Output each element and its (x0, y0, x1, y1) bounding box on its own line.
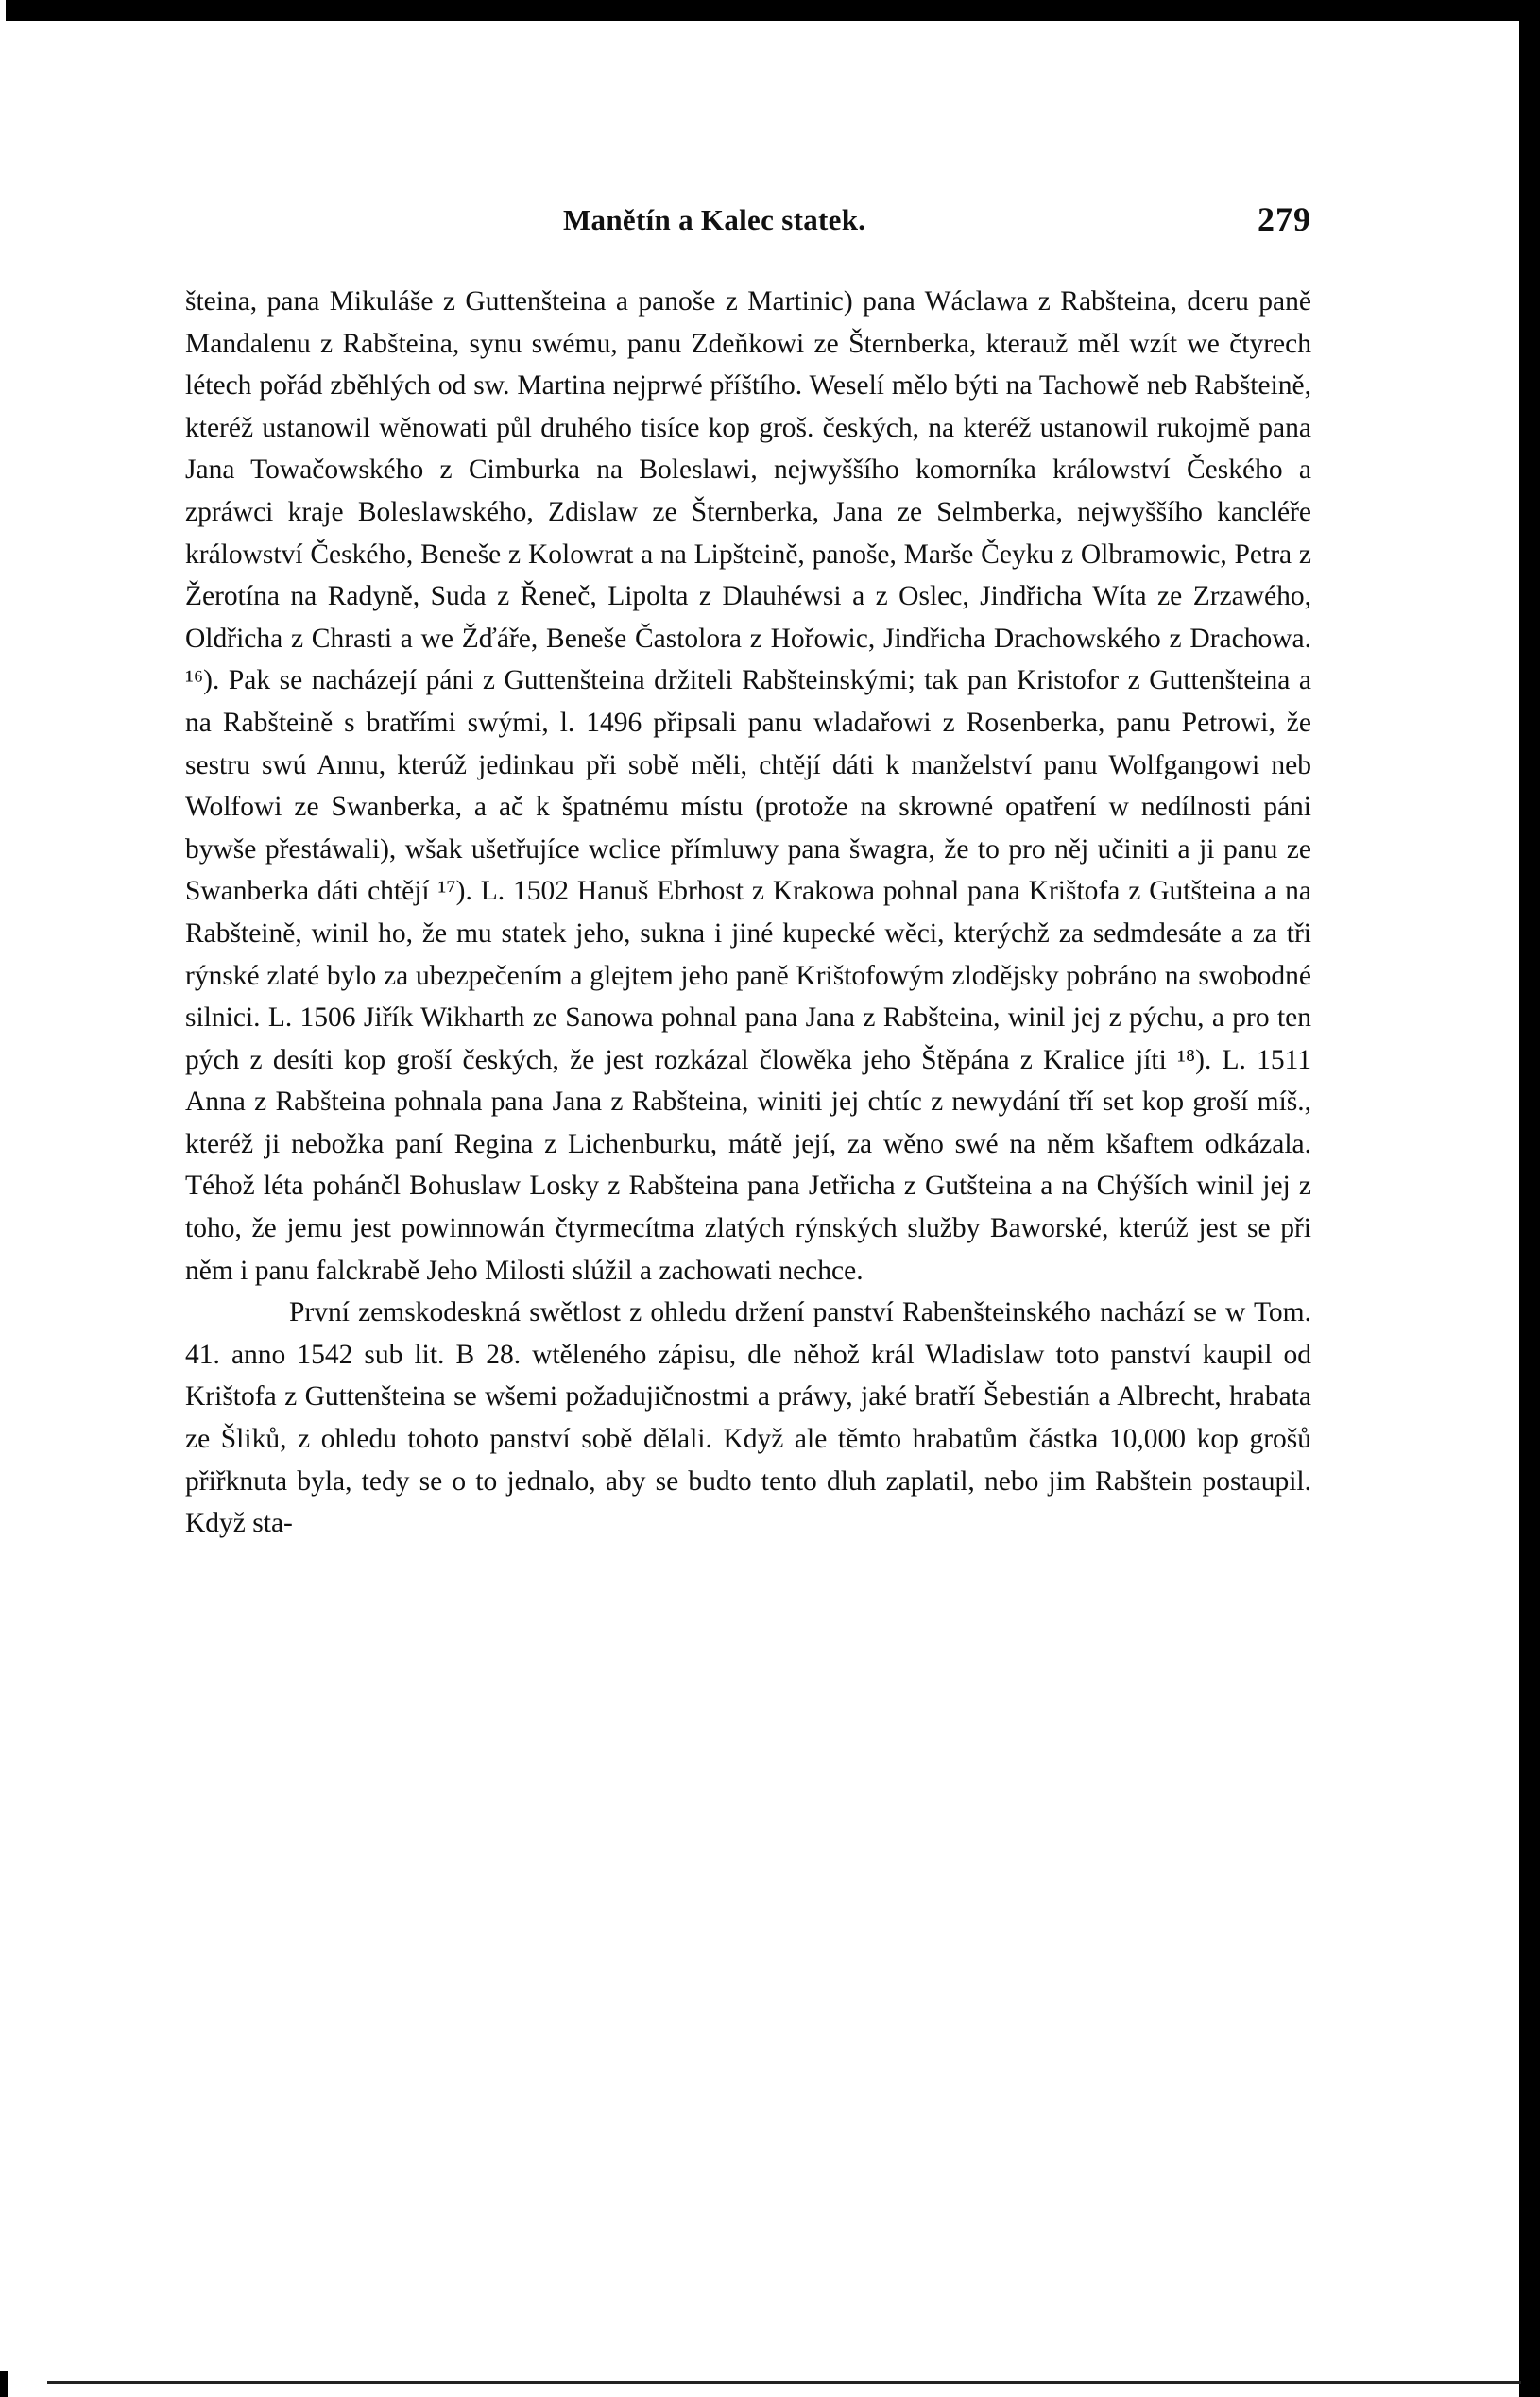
scan-top-border (0, 0, 1540, 21)
body-text (185, 281, 1311, 1545)
scan-bottom-line (47, 2381, 1521, 2384)
running-head (185, 200, 1311, 245)
scan-right-border (1519, 0, 1540, 2397)
scan-left-margin (0, 0, 6, 2397)
running-title: Manětín a Kalec statek. (563, 203, 866, 236)
paragraph-2: První zemskodeskná swětlost z ohledu držení panství Rabenšteinského nachází se w Tom. 41. anno 1542 sub lit. B 28. wtěleného zápisu, dle něhož král Wladislaw toto panství kaupil od Krištofa z Guttenšteina se wšemi požadujičnostmi a práwy, jaké bratří Šebestián a Albrecht, hrabata ze Šliků, z ohledu tohoto panství sobě dělali. Když ale těmto hrabatům částka 10,000 kop grošů přiřknuta byla, tedy se o to jednalo, aby se budto tento dluh zaplatil, nebo jim Rabštein postaupil. Když sta- (185, 1297, 1311, 1539)
book-page (185, 200, 1311, 1545)
scan-corner-mark (0, 2371, 8, 2397)
paragraph-1: šteina, pana Mikuláše z Guttenšteina a panoše z Martinic) pana Wáclawa z Rabšteina, dceru paně Mandalenu z Rabšteina, synu swému, panu Zdeňkowi ze Šternberka, kterauž měl wzít we čtyrech létech pořád zběhlých od sw. Martina nejprwé příštího. Weselí mělo býti na Tachowě neb Rabšteině, kteréž ustanowil wěnowati půl druhého tisíce kop groš. českých, na kteréž ustanowil rukojmě pana Jana Towačowského z Cimburka na Boleslawi, nejwyššího komorníka králowství Českého a zpráwci kraje Boleslawského, Zdislaw ze Šternberka, Jana ze Selmberka, nejwyššího kancléře králowství Českého, Beneše z Kolowrat a na Lipšteině, panoše, Marše Čeyku z Olbramowic, Petra z Žerotína na Radyně, Suda z Řeneč, Lipolta z Dlauhéwsi a z Oslec, Jindřicha Wíta ze Zrzawého, Oldřicha z Chrasti a we Žďáře, Beneše Častolora z Hořowic, Jindřicha Drachowského z Drachowa. ¹⁶). Pak se nacházejí páni z Guttenšteina držiteli Rabšteinskými; tak pan Kristofor z Guttenšteina a na Rabšteině s bratřími swými, l. 1496 připsali panu wladařowi z Rosenberka, panu Petrowi, že sestru swú Annu, kterúž jedinkau při sobě měli, chtějí dáti k manželství panu Wolfgangowi neb Wolfowi ze Swanberka, a ač k špatnému místu (protože na skrowné opatření w nedílnosti páni bywše přestáwali), wšak ušetřujíce wclice přímluwy pana šwagra, že to pro něj učiniti a ji panu ze Swanberka dáti chtějí ¹⁷). L. 1502 Hanuš Ebrhost z Krakowa pohnal pana Krištofa z Gutšteina a na Rabšteině, winil ho, že mu statek jeho, sukna i jiné kupecké wěci, kterýchž za sedmdesáte a za tři rýnské zlaté bylo za ubezpečením a glejtem jeho paně Krištofowým zlodějsky pobráno na swobodné silnici. L. 1506 Jiřík Wikharth ze Sanowa pohnal pana Jana z Rabšteina, winil jej z pýchu, a pro ten pých z desíti kop groší českých, že jest rozkázal člowěka jeho Štěpána z Kralice jíti ¹⁸). L. 1511 Anna z Rabšteina pohnala pana Jana z Rabšteina, winiti jej chtíc z newydání tří set kop groší míš., kteréž ji nebožka paní Regina z Lichenburku, mátě její, za wěno swé na něm kšaftem odkázala. Téhož léta pohánčl Bohuslaw Losky z Rabšteina pana Jetřicha z Gutšteina a na Chýších winil jej z toho, že jemu jest powinnowán čtyrmecítma zlatých rýnských služby Baworské, kterúž jest se při něm i panu falckrabě Jeho Milosti slúžil a zachowati nechce. (185, 286, 1311, 1286)
page-number: 279 (1258, 200, 1311, 238)
